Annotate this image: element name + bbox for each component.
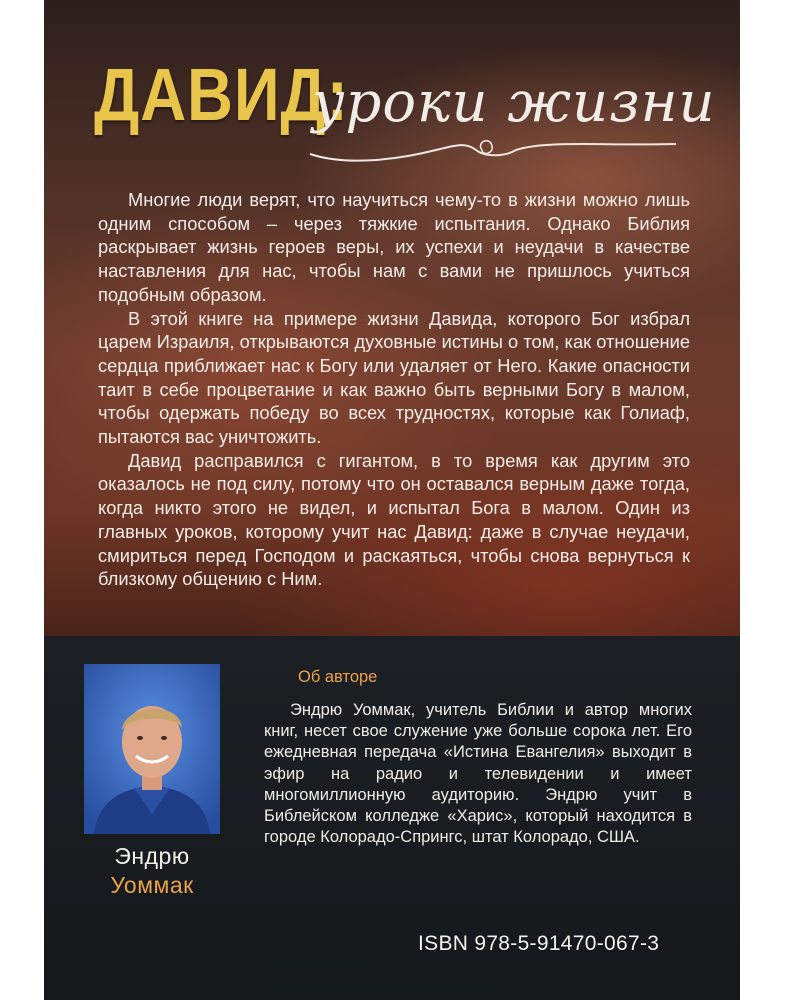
title-swash-ornament bbox=[306, 120, 686, 170]
author-last-name: Уоммак bbox=[110, 872, 194, 898]
about-author-text bbox=[264, 700, 692, 848]
author-photo bbox=[84, 664, 220, 834]
book-back-cover bbox=[44, 0, 740, 1000]
about-author-paragraph: Эндрю Уоммак, учитель Библии и автор многих книг, несет свое служение уже больше сорока лет. Его ежедневная передача «Истина Евангелия» выходит в эфир на радио и телевидении и имеет многомиллионную аудиторию. Эндрю учит в Библейском колледже «Харис», который находится в городе Колорадо-Спрингс, штат Колорадо, США. bbox=[264, 701, 692, 847]
description-text bbox=[98, 188, 690, 591]
isbn-label: ISBN 978-5-91470-067-3 bbox=[418, 932, 660, 955]
description-paragraph: Многие люди верят, что научиться чему-то в жизни можно лишь одним способом – через тяжкие испытания. Однако Библия раскрывает жизнь героев веры, их успехи и неудачи в качестве наставления для нас, чтобы нам с вами не пришлось учиться подобным образом. bbox=[98, 189, 690, 305]
book-subtitle: уроки жизни bbox=[312, 70, 716, 135]
description-paragraph: В этой книге на примере жизни Давида, которого Бог избрал царем Израиля, открываются духовные истины о том, как отношение сердца приближает нас к Богу или удаляет от Него. Какие опасности таит в себе процветание и как важно быть верными Богу в малом, чтобы одержать победу во всех трудностях, которые как Голиаф, пытаются вас уничтожить. bbox=[98, 307, 690, 448]
book-title: ДАВИД: bbox=[94, 53, 349, 136]
cover-top-section bbox=[44, 0, 740, 636]
author-portrait-illustration bbox=[84, 664, 220, 834]
description-paragraph: Давид расправился с гигантом, в то время как другим это оказалось не под силу, потому что он оставался верным даже тогда, когда никто этого не видел, и испытал Бога в малом. Один из главных уроков, которому учит нас Давид: даже в случае неудачи, смириться перед Господом и раскаяться, чтобы снова вернуться к близкому общению с Ним. bbox=[98, 449, 690, 590]
author-first-name: Эндрю bbox=[114, 843, 190, 869]
about-author-heading: Об авторе bbox=[298, 668, 378, 686]
